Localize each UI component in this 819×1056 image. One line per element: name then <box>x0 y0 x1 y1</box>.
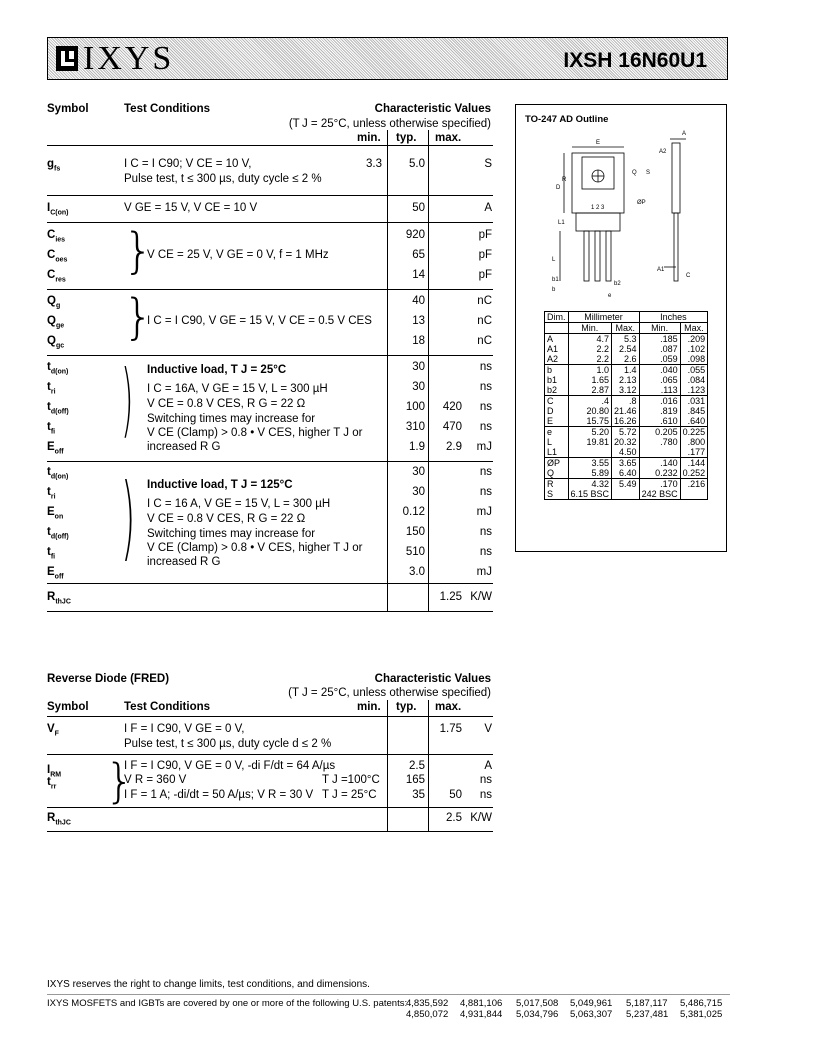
gfs-typ: 5.0 <box>409 158 425 170</box>
svg-text:e: e <box>608 293 612 299</box>
cond-icon: V GE = 15 V, V CE = 10 V <box>124 202 258 214</box>
diode-header: Reverse Diode (FRED) Characteristic Values (T J = 25°C, unless otherwise specified) Symbol Test Conditions min. typ. max. <box>47 673 491 713</box>
package-drawing <box>544 129 714 299</box>
svg-text:Q: Q <box>632 170 637 176</box>
package-outline <box>515 104 727 552</box>
cond-gfs-2: Pulse test, t ≤ 300 µs, duty cycle ≤ 2 % <box>124 173 322 185</box>
svg-text:D: D <box>556 185 561 191</box>
svg-text:A2: A2 <box>659 149 667 155</box>
dim-row: b2 2.87 3.12 .113 .123 <box>545 385 708 396</box>
group-irm-trr: $I_{RM}$ $t_{rr}$ } I F = I C90, V GE = 0 V, -di F/dt = 64 A/µs V R = 360 V T J =100°C I F = 1 A; -di/dt = 50 A/µs; V R = 30 V T J = 25°C 2.5 165 35 50 A ns ns <box>47 754 492 808</box>
svg-text:b2: b2 <box>614 281 621 287</box>
dim-row: A1 2.2 2.54 .087 .102 <box>545 344 708 354</box>
dim-row: Q 5.89 6.40 0.232 0.252 <box>545 468 708 479</box>
icon-typ: 50 <box>412 202 425 214</box>
diode-title: Reverse Diode (FRED) <box>47 673 170 685</box>
patent-number: 5,486,715 <box>680 998 723 1009</box>
patent-number: 5,237,481 <box>626 1009 669 1020</box>
dim-row: b 1.0 1.4 .040 .055 <box>545 365 708 376</box>
svg-text:E: E <box>596 140 601 146</box>
patent-number: 5,381,025 <box>680 1009 723 1020</box>
group-capacitance: $C_{ies}$ $C_{oes}$ $C_{res}$ } V CE = 25 V, V GE = 0 V, f = 1 MHz 920 65 14 pF pF pF <box>47 223 492 284</box>
col-symbol: Symbol <box>47 103 89 115</box>
rights-notice: IXYS reserves the right to change limits, test conditions, and dimensions. <box>47 979 370 990</box>
svg-text:S: S <box>646 170 651 176</box>
part-number: IXSH 16N60U1 <box>563 49 707 72</box>
patent-number: 5,063,307 <box>570 1009 613 1020</box>
page-header <box>47 37 728 80</box>
dim-row: A2 2.2 2.6 .059 .098 <box>545 354 708 365</box>
svg-text:ØP: ØP <box>637 200 646 206</box>
brace: } <box>105 754 135 808</box>
dim-row: L1 4.50 .177 <box>545 447 708 458</box>
outline-title: TO-247 AD Outline <box>525 114 609 125</box>
ixys-logo-mark <box>56 46 78 71</box>
brace: ) <box>121 353 134 446</box>
gfs-min: 3.3 <box>366 158 382 170</box>
col-conditions: Test Conditions <box>124 103 211 115</box>
dim-row: D 20.80 21.46 .819 .845 <box>545 406 708 416</box>
group-switching-125c: $t_{d(on)}$ $t_{ri}$ $E_{on}$ $t_{d(off)}$ $t_{fi}$ $E_{off}$ ) Inductive load, T J = 125°C I C = 16 A, V GE = 15 V, L = 300 µH V CE = 0.8 V CES, R G = 22 Ω Switching times may increase for V CE (Clamp) > 0.8 • V CES, higher T J or increased R G 30 30 0.12 150 510 3.0 ns ns mJ ns ns mJ <box>47 464 492 581</box>
dim-row: L 19.81 20.32 .780 .800 <box>545 437 708 447</box>
symbol-icon: $I_{C(on)}$ <box>47 202 69 217</box>
sw25-title: Inductive load, T J = 25°C <box>147 364 287 376</box>
group-switching-25c: $t_{d(on)}$ $t_{ri}$ $t_{d(off)}$ $t_{fi}$ $E_{off}$ ) Inductive load, T J = 25°C I C = 16A, V GE = 15 V, L = 300 µH V CE = 0.8 V CES, R G = 22 Ω Switching times may increase for V CE (Clamp) > 0.8 • V CES, higher T J or increased R G 30 30 100 310 1.9 420 470 2.9 ns ns ns ns mJ <box>47 353 492 456</box>
patent-number: 4,850,072 <box>406 1009 449 1020</box>
svg-text:A1: A1 <box>657 267 665 273</box>
col-char-sub: (T J = 25°C, unless otherwise specified) <box>288 118 491 130</box>
dim-row: C .4 .8 .016 .031 <box>545 396 708 407</box>
brace: } <box>123 223 154 279</box>
patent-number: 5,034,796 <box>516 1009 559 1020</box>
symbol-gfs: $g_{fs}$ <box>47 158 61 173</box>
patent-number: 5,049,961 <box>570 998 613 1009</box>
dim-row: b1 1.65 2.13 .065 .084 <box>545 375 708 385</box>
svg-text:L: L <box>552 257 556 263</box>
rthjc-max: 1.25 <box>439 591 462 603</box>
patent-number: 4,881,106 <box>460 998 503 1009</box>
svg-text:C: C <box>686 273 691 279</box>
col-char: Characteristic Values <box>374 103 491 115</box>
brace: ) <box>121 464 136 571</box>
col-max: max. <box>435 132 462 144</box>
col-min: min. <box>357 132 381 144</box>
dim-row: ØP 3.55 3.65 .140 .144 <box>545 458 708 469</box>
patent-number: 4,931,844 <box>460 1009 503 1020</box>
dim-row: A 4.7 5.3 .185 .209 <box>545 334 708 345</box>
brace: } <box>123 289 154 345</box>
svg-text:L1: L1 <box>558 220 565 226</box>
dim-row: e 5.20 5.72 0.205 0.225 <box>545 427 708 438</box>
svg-text:R: R <box>562 177 567 183</box>
dimension-table: Dim. Millimeter Inches Min. Max. Min. Max. A 4.7 5.3 .185 .209 A1 2.2 2.54 .087 .102 A2 2.2 2.6 .059 .098 b 1.0 1.4 .040 .055 b1 1.65 2.13 .065 .084 b2 2.87 3.12 .113 .123 C .4 .8 .016 .031 D 20.80 21.46 .819 .845 E 15.75 16.26 .610 .640 e 5.20 5.72 0.205 0.225 L 19.81 20.32 .780 .800 L1 4.50 .177 ØP 3.55 3.65 .140 .144 Q 5.89 6.40 0.232 0.252 R 4.32 5.49 .170 .216 S 6.15 BSC 242 BSC <box>544 311 708 500</box>
sw125-title: Inductive load, T J = 125°C <box>147 479 293 491</box>
group-gate-charge: $Q_g$ $Q_{ge}$ $Q_{gc}$ } I C = I C90, V GE = 15 V, V CE = 0.5 V CES 40 13 18 nC nC nC <box>47 289 492 350</box>
svg-text:b: b <box>552 287 556 293</box>
cond-gfs-1: I C = I C90; V CE = 10 V, <box>124 158 252 170</box>
gfs-unit: S <box>484 158 492 170</box>
cond-cap: V CE = 25 V, V GE = 0 V, f = 1 MHz <box>147 249 329 261</box>
logo-text: IXYS <box>83 40 175 77</box>
patents-label: IXYS MOSFETS and IGBTs are covered by one or more of the following U.S. patents: <box>47 998 408 1009</box>
svg-text:b1: b1 <box>552 277 559 283</box>
cond-gate: I C = I C90, V GE = 15 V, V CE = 0.5 V CES <box>147 315 372 327</box>
svg-text:1 2 3: 1 2 3 <box>591 205 605 211</box>
col-typ: typ. <box>396 132 417 144</box>
dim-row: S 6.15 BSC 242 BSC <box>545 489 708 500</box>
dim-row: E 15.75 16.26 .610 .640 <box>545 416 708 427</box>
svg-text:A: A <box>682 131 687 137</box>
patent-number: 4,835,592 <box>406 998 449 1009</box>
icon-unit: A <box>484 202 492 214</box>
dim-row: R 4.32 5.49 .170 .216 <box>545 479 708 490</box>
patent-number: 5,017,508 <box>516 998 559 1009</box>
patent-number: 5,187,117 <box>626 998 668 1009</box>
